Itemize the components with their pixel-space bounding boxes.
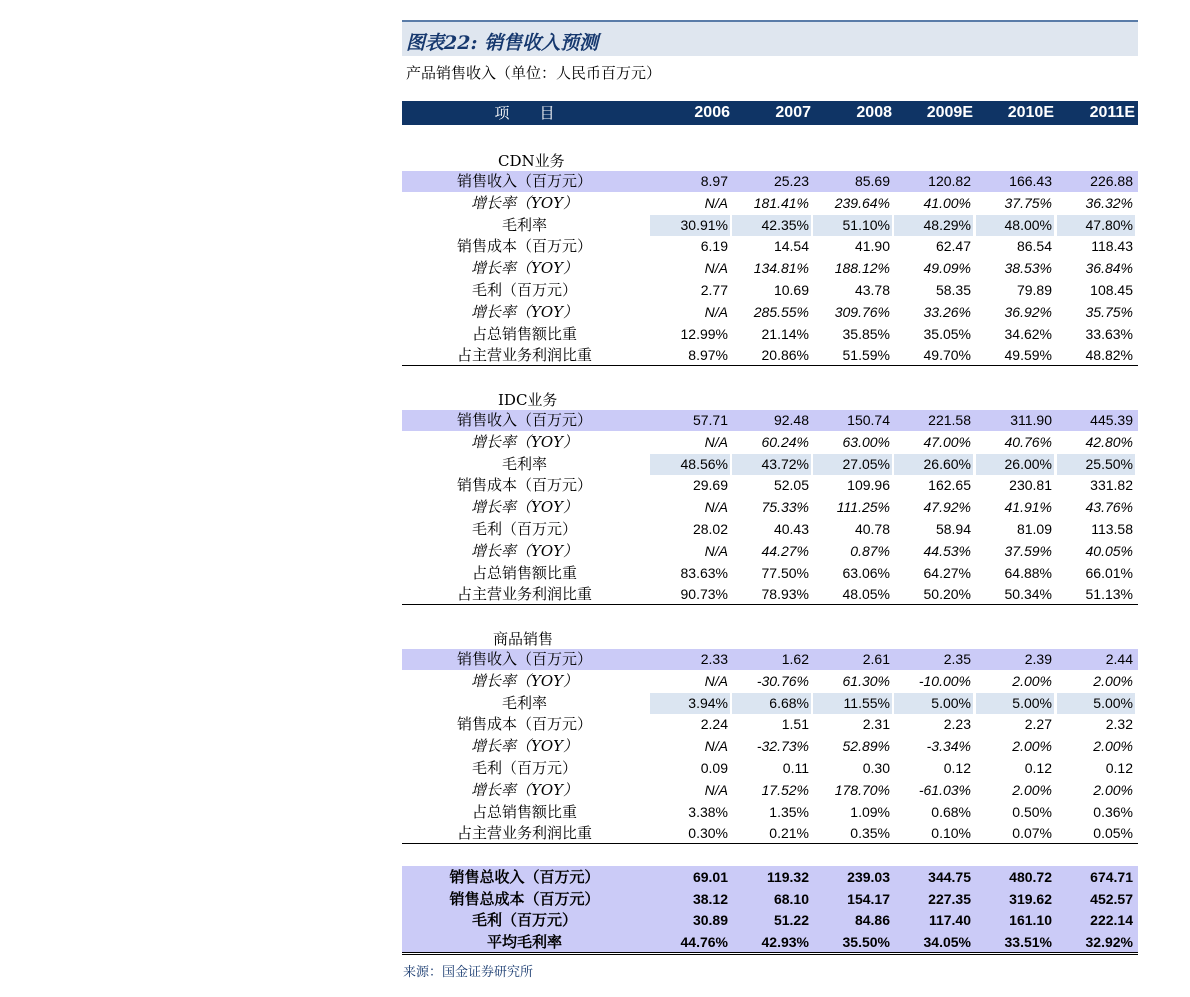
table-cell: 119.32 [766, 869, 809, 885]
table-cell: 48.82% [1085, 347, 1133, 363]
totals-block [402, 866, 1138, 952]
table-row [402, 758, 1138, 779]
table-cell: 30.89 [692, 912, 728, 928]
table-cell: 34.62% [1004, 326, 1052, 342]
row-label: 占总销售额比重 [471, 564, 577, 582]
table-cell: 64.88% [1004, 565, 1052, 581]
table-cell: 117.40 [928, 912, 971, 928]
table-cell: 40.43 [773, 521, 809, 537]
table-cell: 47.92% [923, 499, 971, 515]
table-cell: 109.96 [847, 477, 890, 493]
table-cell: 2.00% [1093, 782, 1133, 798]
table-cell: 0.10% [931, 825, 971, 841]
table-cell: N/A [704, 499, 728, 515]
row-label: 增长率（YOY） [470, 672, 579, 690]
table-row [402, 889, 1138, 910]
table-cell: 239.03 [847, 869, 890, 885]
table-cell: 221.58 [928, 412, 971, 428]
table-cell: 51.59% [842, 347, 890, 363]
table-cell: 77.50% [761, 565, 809, 581]
table-cell: 51.10% [813, 215, 892, 236]
table-row [402, 671, 1138, 692]
table-cell: 40.78 [854, 521, 890, 537]
header-item-label: 项 目 [494, 104, 555, 122]
row-label: 毛利率 [501, 455, 547, 473]
table-row [402, 324, 1138, 345]
table-cell: 48.56% [650, 454, 730, 475]
table-cell: 0.11 [782, 760, 809, 776]
table-row [402, 454, 1138, 475]
table-cell: 34.05% [923, 934, 971, 950]
table-cell: 42.35% [732, 215, 811, 236]
table-cell: 0.50% [1012, 804, 1052, 820]
table-row [402, 932, 1138, 953]
table-cell: 2.27 [1024, 716, 1052, 732]
table-cell: 118.43 [1091, 238, 1133, 254]
table-cell: 20.86% [761, 347, 809, 363]
table-cell: 480.72 [1009, 869, 1052, 885]
table-cell: N/A [704, 543, 728, 559]
table-cell: N/A [704, 260, 728, 276]
table-cell: 452.57 [1090, 891, 1133, 907]
table-cell: 47.80% [1057, 215, 1135, 236]
table-cell: -30.76% [756, 673, 809, 689]
table-cell: 0.12 [1024, 760, 1052, 776]
row-label: 占主营业务利润比重 [456, 585, 592, 603]
table-cell: 285.55% [753, 304, 809, 320]
table-cell: 2.00% [1012, 782, 1052, 798]
table-cell: 38.53% [1004, 260, 1052, 276]
section-divider [402, 604, 1138, 605]
row-label: 占主营业务利润比重 [456, 346, 592, 364]
table-cell: 25.50% [1057, 454, 1135, 475]
table-cell: 33.26% [923, 304, 971, 320]
table-cell: 239.64% [834, 195, 890, 211]
table-cell: 32.92% [1085, 934, 1133, 950]
row-label: 占主营业务利润比重 [456, 824, 592, 842]
table-cell: 60.24% [761, 434, 809, 450]
header-year: 2011E [1089, 104, 1135, 121]
table-cell: 11.55% [813, 693, 892, 714]
table-cell: 2.33 [700, 651, 728, 667]
table-cell: 2.35 [943, 651, 971, 667]
table-row [402, 714, 1138, 735]
table-cell: 445.39 [1090, 412, 1133, 428]
row-label: 销售收入（百万元） [456, 172, 592, 190]
table-cell: 14.54 [773, 238, 809, 254]
row-label: 销售总成本（百万元） [449, 890, 600, 908]
table-cell: 2.24 [700, 716, 728, 732]
row-label: 增长率（YOY） [470, 737, 579, 755]
table-cell: 38.12 [692, 891, 728, 907]
header-year: 2008 [856, 104, 892, 121]
table-cell: 63.06% [842, 565, 890, 581]
table-cell: 30.91% [650, 215, 730, 236]
table-cell: 26.00% [976, 454, 1054, 475]
section-divider [402, 843, 1138, 844]
source-note: 来源：国金证券研究所 [403, 965, 534, 980]
table-cell: -3.34% [926, 738, 971, 754]
table-cell: 44.27% [761, 543, 809, 559]
table-cell: 64.27% [923, 565, 971, 581]
table-cell: 0.21% [769, 825, 809, 841]
table-cell: 48.00% [976, 215, 1054, 236]
table-cell: 21.14% [761, 326, 809, 342]
table-cell: 113.58 [1091, 521, 1133, 537]
table-row [402, 171, 1138, 192]
table-cell: 83.63% [680, 565, 728, 581]
table-cell: 0.87% [850, 543, 890, 559]
section-title: CDN业务 [498, 152, 565, 170]
row-label: 增长率（YOY） [470, 303, 579, 321]
table-cell: 26.60% [894, 454, 973, 475]
section-title: IDC业务 [498, 391, 558, 409]
table-cell: 35.85% [842, 326, 890, 342]
table-cell: 134.81% [753, 260, 809, 276]
table-cell: 0.36% [1093, 804, 1133, 820]
table-cell: 5.00% [1057, 693, 1135, 714]
table-cell: N/A [704, 782, 728, 798]
table-cell: 6.19 [700, 238, 728, 254]
table-subtitle: 产品销售收入（单位：人民币百万元） [406, 64, 662, 82]
table-cell: 0.68% [931, 804, 971, 820]
table-cell: N/A [704, 434, 728, 450]
table-cell: 90.73% [680, 586, 728, 602]
table-row [402, 693, 1138, 714]
row-label: 增长率（YOY） [470, 781, 579, 799]
table-cell: 49.09% [923, 260, 971, 276]
table-cell: N/A [704, 304, 728, 320]
table-row [402, 823, 1138, 844]
table-title: 图表22: 销售收入预测 [406, 32, 599, 54]
table-cell: 1.35% [769, 804, 809, 820]
table-cell: 36.92% [1004, 304, 1052, 320]
table-cell: 27.05% [813, 454, 892, 475]
row-label: 销售总收入（百万元） [449, 868, 600, 886]
table-cell: 61.30% [842, 673, 890, 689]
table-cell: 81.09 [1016, 521, 1052, 537]
section-title: 商品销售 [493, 630, 554, 648]
table-cell: 331.82 [1090, 477, 1133, 493]
table-cell: -61.03% [918, 782, 971, 798]
table-title-bar [402, 20, 1138, 56]
table-cell: 0.30 [862, 760, 890, 776]
table-cell: 29.69 [692, 477, 728, 493]
table-cell: 0.09 [700, 760, 728, 776]
table-cell: 2.00% [1093, 738, 1133, 754]
table-cell: 1.62 [781, 651, 809, 667]
table-cell: 41.90 [854, 238, 890, 254]
table-cell: 2.00% [1012, 738, 1052, 754]
table-cell: 162.65 [928, 477, 971, 493]
table-cell: 41.91% [1004, 499, 1052, 515]
table-cell: 0.12 [1105, 760, 1133, 776]
table-cell: 3.38% [688, 804, 728, 820]
table-cell: 1.09% [850, 804, 890, 820]
table-cell: 69.01 [692, 869, 728, 885]
table-cell: 181.41% [753, 195, 809, 211]
table-row [402, 910, 1138, 931]
table-cell: 2.32 [1105, 716, 1133, 732]
table-cell: 674.71 [1090, 869, 1133, 885]
table-row [402, 193, 1138, 214]
table-row [402, 649, 1138, 670]
double-rule [402, 952, 1138, 955]
row-label: 增长率（YOY） [470, 498, 579, 516]
table-cell: 0.30% [688, 825, 728, 841]
table-cell: N/A [704, 195, 728, 211]
table-cell: 50.34% [1004, 586, 1052, 602]
table-row [402, 736, 1138, 757]
table-cell: 0.12 [943, 760, 971, 776]
table-cell: 48.05% [842, 586, 890, 602]
table-cell: 43.72% [732, 454, 811, 475]
table-cell: 86.54 [1016, 238, 1052, 254]
table-row [402, 475, 1138, 496]
table-cell: -10.00% [918, 673, 971, 689]
table-cell: 52.05 [773, 477, 809, 493]
table-row [402, 802, 1138, 823]
row-label: 销售成本（百万元） [456, 237, 592, 255]
table-cell: 2.61 [862, 651, 890, 667]
table-cell: 0.05% [1093, 825, 1133, 841]
table-cell: 17.52% [761, 782, 809, 798]
table-cell: 2.00% [1093, 673, 1133, 689]
table-cell: 309.76% [834, 304, 890, 320]
table-cell: 42.80% [1085, 434, 1133, 450]
table-cell: 226.88 [1090, 173, 1133, 189]
table-cell: 178.70% [834, 782, 890, 798]
table-cell: 68.10 [773, 891, 809, 907]
table-cell: 227.35 [928, 891, 971, 907]
table-cell: 33.63% [1085, 326, 1133, 342]
table-cell: 2.77 [700, 282, 728, 298]
table-row [402, 780, 1138, 801]
table-row [402, 258, 1138, 279]
table-cell: 42.93% [761, 934, 809, 950]
table-cell: 230.81 [1009, 477, 1052, 493]
table-cell: 37.59% [1004, 543, 1052, 559]
header-year: 2006 [694, 104, 730, 121]
table-cell: 57.71 [692, 412, 728, 428]
table-cell: 2.23 [943, 716, 971, 732]
table-cell: 35.05% [923, 326, 971, 342]
row-label: 毛利（百万元） [471, 911, 577, 929]
table-cell: 111.25% [836, 499, 890, 515]
table-cell: N/A [704, 673, 728, 689]
table-cell: 51.13% [1085, 586, 1133, 602]
table-cell: 43.76% [1085, 499, 1133, 515]
table-cell: 5.00% [894, 693, 973, 714]
row-label: 增长率（YOY） [470, 194, 579, 212]
row-label: 毛利（百万元） [471, 281, 577, 299]
table-cell: 319.62 [1009, 891, 1052, 907]
table-cell: 36.84% [1085, 260, 1133, 276]
table-cell: 33.51% [1004, 934, 1052, 950]
row-label: 增长率（YOY） [470, 433, 579, 451]
table-cell: 3.94% [650, 693, 730, 714]
table-cell: 50.20% [923, 586, 971, 602]
table-cell: 1.51 [781, 716, 809, 732]
row-label: 占总销售额比重 [471, 325, 577, 343]
row-label: 销售成本（百万元） [456, 715, 592, 733]
table-cell: 40.05% [1085, 543, 1133, 559]
table-row [402, 302, 1138, 323]
row-label: 毛利（百万元） [471, 759, 577, 777]
row-label: 销售收入（百万元） [456, 650, 592, 668]
table-row [402, 584, 1138, 605]
row-label: 增长率（YOY） [470, 259, 579, 277]
table-cell: 311.90 [1010, 412, 1052, 428]
table-cell: 44.76% [680, 934, 728, 950]
row-label: 毛利率 [501, 694, 547, 712]
table-cell: 48.29% [894, 215, 973, 236]
table-cell: 43.78 [854, 282, 890, 298]
table-cell: 8.97 [700, 173, 728, 189]
table-cell: N/A [704, 738, 728, 754]
table-cell: 49.59% [1004, 347, 1052, 363]
table-cell: 2.39 [1024, 651, 1052, 667]
table-cell: 66.01% [1085, 565, 1133, 581]
table-cell: 84.86 [854, 912, 890, 928]
row-label: 销售成本（百万元） [456, 476, 592, 494]
table-row [402, 410, 1138, 431]
table-cell: 150.74 [847, 412, 890, 428]
table-cell: 37.75% [1004, 195, 1052, 211]
table-row [402, 867, 1138, 888]
table-cell: 58.94 [935, 521, 971, 537]
table-cell: 25.23 [773, 173, 809, 189]
table-cell: 52.89% [842, 738, 890, 754]
table-cell: 2.44 [1105, 651, 1133, 667]
row-label: 平均毛利率 [486, 933, 562, 951]
table-cell: 92.48 [773, 412, 809, 428]
table-cell: 161.10 [1009, 912, 1052, 928]
table-cell: 2.00% [1012, 673, 1052, 689]
table-row [402, 432, 1138, 453]
table-row [402, 280, 1138, 301]
row-label: 毛利率 [501, 216, 547, 234]
table-cell: 35.50% [842, 934, 890, 950]
table-cell: 28.02 [692, 521, 728, 537]
table-cell: 0.07% [1012, 825, 1052, 841]
table-cell: 62.47 [935, 238, 971, 254]
header-year: 2010E [1007, 104, 1054, 121]
table-cell: 41.00% [923, 195, 971, 211]
table-cell: 75.33% [761, 499, 809, 515]
table-cell: 63.00% [842, 434, 890, 450]
table-row [402, 215, 1138, 236]
table-cell: 222.14 [1090, 912, 1133, 928]
table-cell: 2.31 [862, 716, 890, 732]
table-cell: 78.93% [761, 586, 809, 602]
table-row [402, 497, 1138, 518]
row-label: 增长率（YOY） [470, 542, 579, 560]
row-label: 销售收入（百万元） [456, 411, 592, 429]
table-cell: 58.35 [935, 282, 971, 298]
table-cell: 40.76% [1004, 434, 1052, 450]
table-cell: 47.00% [923, 434, 971, 450]
table-cell: 44.53% [923, 543, 971, 559]
table-cell: 120.82 [928, 173, 971, 189]
table-cell: 154.17 [847, 891, 890, 907]
table-cell: 108.45 [1090, 282, 1133, 298]
table-cell: 12.99% [680, 326, 728, 342]
table-cell: 5.00% [976, 693, 1054, 714]
header-year: 2009E [926, 104, 973, 121]
table-cell: -32.73% [756, 738, 809, 754]
table-cell: 8.97% [688, 347, 728, 363]
table-cell: 36.32% [1085, 195, 1133, 211]
header-year: 2007 [775, 104, 811, 121]
table-cell: 85.69 [854, 173, 890, 189]
row-label: 占总销售额比重 [471, 803, 577, 821]
row-label: 毛利（百万元） [471, 520, 577, 538]
table-cell: 35.75% [1085, 304, 1133, 320]
table-row [402, 236, 1138, 257]
table-cell: 10.69 [773, 282, 809, 298]
table-row [402, 541, 1138, 562]
section-divider [402, 365, 1138, 366]
table-row [402, 563, 1138, 584]
table-cell: 188.12% [834, 260, 890, 276]
table-header [402, 101, 1138, 125]
table-row [402, 519, 1138, 540]
table-cell: 6.68% [732, 693, 811, 714]
table-cell: 0.35% [850, 825, 890, 841]
table-row [402, 345, 1138, 366]
table-cell: 344.75 [928, 869, 971, 885]
table-cell: 51.22 [773, 912, 809, 928]
table-cell: 49.70% [923, 347, 971, 363]
table-cell: 79.89 [1016, 282, 1052, 298]
table-cell: 166.43 [1009, 173, 1052, 189]
